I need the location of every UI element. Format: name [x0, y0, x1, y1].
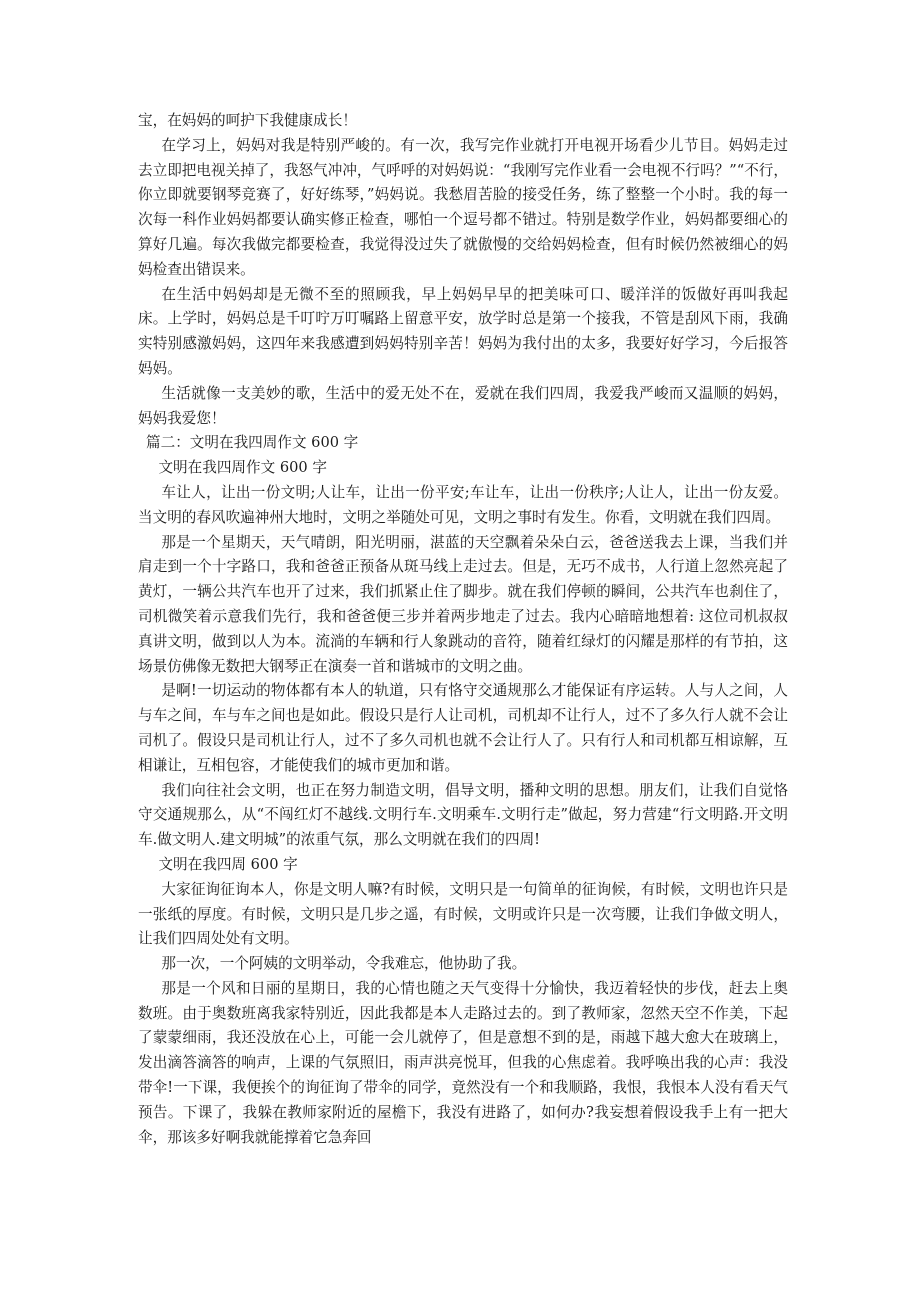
essay-title-2: 文明在我四周 600 字 [158, 855, 298, 873]
document-page [138, 109, 788, 1150]
paragraph-question: 大家征询征询本人，你是文明人嘛?有时候，文明只是一句简单的征询候，有时候，文明也许只是一张纸的厚度。有时候，文明只是几步之遥，有时候，文明或许只是一次弯腰，让我们争做文明人，让我们四周处处有文明。 [138, 880, 788, 948]
paragraph-aunt: 那一次，一个阿姨的文明举动，令我难忘，他协助了我。 [161, 955, 527, 973]
section-heading: 篇二：文明在我四周作文 600 字 [146, 434, 359, 452]
paragraph-life: 在生活中妈妈却是无微不至的照顾我，早上妈妈早早的把美味可口、暖洋洋的饭做好再叫我起床。上学时，妈妈总是千叮咛万叮嘱路上留意平安，放学时总是第一个接我，不管是刮风下雨，我确实特别感激妈妈，这四年来我感遭到妈妈特别辛苦！妈妈为我付出的太多，我要好好学习，今后报答妈妈。 [138, 285, 788, 377]
essay-title: 文明在我四周作文 600 字 [158, 459, 327, 477]
paragraph-continuation: 宝，在妈妈的呵护下我健康成长！ [138, 112, 357, 129]
paragraph-rain: 那是一个风和日丽的星期日，我的心情也随之天气变得十分愉快，我迈着轻快的步伐，赶去上奥数班。由于奥数班离我家特别近，因此我都是本人走路过去的。到了教师家，忽然天空不作美，下起了蒙蒙细雨，我还没放在心上，可能一会儿就停了，但是意想不到的是，雨越下越大愈大在玻璃上，发出滴答滴答的响声，上课的气氛照旧，雨声洪亮悦耳，但我的心焦虑着。我呼唤出我的心声：我没带伞!一下课，我便挨个的询征询了带伞的同学，竟然没有一个和我顺路，我恨，我恨本人没有看天气预告。下课了，我躲在教师家附近的屋檐下，我没有进路了，如何办?我妄想着假设我手上有一把大伞，那该多好啊我就能撑着它急奔回 [138, 979, 788, 1146]
paragraph-society: 我们向往社会文明，也正在努力制造文明，倡导文明，播种文明的思想。朋友们，让我们自觉恪守交通规那么，从“不闯红灯不越线.文明行车.文明乘车.文明行走”做起，努力营建“行文明路.开文明车.做文明人.建文明城”的浓重气氛，那么文明就在我们的四周! [138, 781, 788, 849]
paragraph-rules: 是啊!一切运动的物体都有本人的轨道，只有恪守交通规那么才能保证有序运转。人与人之间，人与车之间，车与车之间也是如此。假设只是行人让司机，司机却不让行人，过不了多久行人就不会让司机了。假设只是司机让行人，过不了多久司机也就不会让行人了。只有行人和司机都互相谅解，互相谦让，互相包容，才能使我们的城市更加和谐。 [138, 682, 788, 774]
paragraph-song: 生活就像一支美妙的歌，生活中的爱无处不在，爱就在我们四周，我爱我严峻而又温顺的妈妈，妈妈我爱您！ [138, 384, 788, 427]
paragraph-study: 在学习上，妈妈对我是特别严峻的。有一次，我写完作业就打开电视开场看少儿节目。妈妈走过去立即把电视关掉了，我怒气冲冲，气呼呼的对妈妈说：“我刚写完作业看一会电视不行吗？”“不行，你立即就要钢琴竞赛了，好好练琴，”妈妈说。我愁眉苦脸的接受任务，练了整整一个小时。我的每一次每一科作业妈妈都要认确实修正检查，哪怕一个逗号都不错过。特别是数学作业，妈妈都要细心的算好几遍。每次我做完都要检查，我觉得没过失了就傲慢的交给妈妈检查，但有时候仍然被细心的妈妈检查出错误来。 [138, 136, 788, 278]
paragraph-intro: 车让人，让出一份文明;人让车，让出一份平安;车让车，让出一份秩序;人让人，让出一份友爱。当文明的春风吹遍神州大地时，文明之举随处可见，文明之事时有发生。你看，文明就在我们四周。 [138, 483, 788, 526]
paragraph-sunday: 那是一个星期天，天气晴朗，阳光明丽，湛蓝的天空飘着朵朵白云，爸爸送我去上课，当我们并肩走到一个十字路口，我和爸爸正预备从斑马线上走过去。但是，无巧不成书，人行道上忽然亮起了黄灯，一辆公共汽车也开了过来，我们抓紧止住了脚步。就在我们停顿的瞬间，公共汽车也刹住了，司机微笑着示意我们先行，我和爸爸便三步并着两步地走了过去。我内心暗暗地想着: 这位司机叔叔真讲文明，做到以人为本。流淌的车辆和行人象跳动的音符，随着红绿灯的闪耀是那样的有节拍，这场景仿佛像无数把大钢琴正在演奏一首和谐城市的文明之曲。 [138, 533, 788, 675]
